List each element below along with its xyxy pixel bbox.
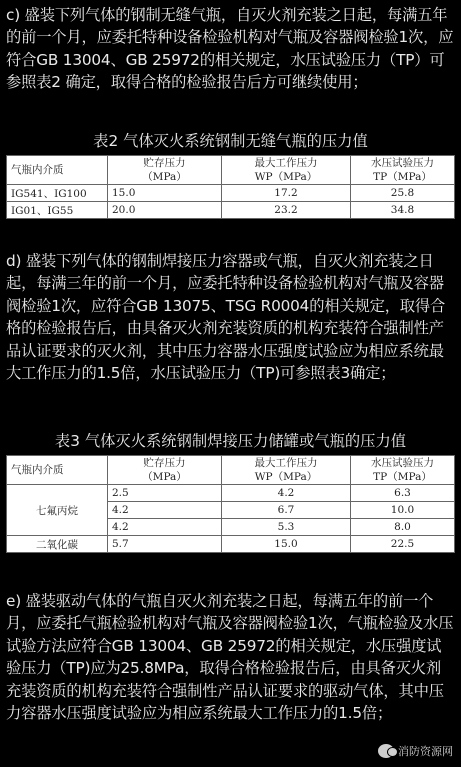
paragraph-e: e) 盛装驱动气体的气瓶自灭火剂充装之日起，每满五年的前一个月，应委托气瓶检验机构对气瓶及容器阀检验1次，气瓶检验及水压试验方法应符合GB 13004、GB 25972的相关规定，水压强度试验压力（TP)应为25.8MPa，取得合格检验报告后，由具备灭火剂充装资质的机构充装符合强制性产品认证要求的驱动气体，其中压力容器水压强度试验应为相应系统最大工作压力的1.5倍； — [6, 592, 454, 723]
header-cell — [351, 156, 455, 185]
table-cell: 4.2 — [108, 502, 222, 519]
header-cell — [222, 156, 351, 185]
table-cell: 二氧化碳 — [7, 536, 108, 553]
table-cell: 17.2 — [222, 185, 351, 202]
table-cell: 15.0 — [108, 185, 222, 202]
table-cell: 5.7 — [108, 536, 222, 553]
table-cell: 20.0 — [108, 202, 222, 219]
header-cell — [108, 156, 222, 185]
table-row — [7, 185, 455, 202]
table-cell: 5.3 — [222, 519, 351, 536]
table-cell: 15.0 — [222, 536, 351, 553]
table-cell: 4.2 — [222, 485, 351, 502]
table-header-row — [7, 456, 455, 485]
header-text: 贮存压力 — [143, 457, 186, 469]
header-text: 最大工作压力 — [254, 157, 318, 169]
table-cell: 25.8 — [351, 185, 455, 202]
table3-caption: 表3 气体灭火系统钢制焊接压力储罐或气瓶的压力值 — [54, 432, 407, 450]
watermark — [378, 743, 453, 759]
table2 — [6, 155, 455, 219]
table-row — [7, 485, 455, 502]
header-text: 贮存压力 — [143, 157, 186, 169]
header-unit: WP（MPa） — [254, 171, 318, 183]
table-cell: IG01、IG55 — [7, 202, 108, 219]
header-unit: （MPa） — [142, 471, 187, 483]
group-label-cell: 七氟丙烷 — [7, 485, 108, 536]
header-cell: 气瓶内介质 — [7, 456, 108, 485]
table-cell: IG541、IG100 — [7, 185, 108, 202]
header-unit: TP（MPa） — [373, 471, 432, 483]
table-row — [7, 536, 455, 553]
header-unit: WP（MPa） — [254, 471, 318, 483]
table-cell: 6.7 — [222, 502, 351, 519]
wechat-icon — [378, 744, 394, 758]
table-cell: 10.0 — [351, 502, 455, 519]
table-row — [7, 202, 455, 219]
table-cell: 4.2 — [108, 519, 222, 536]
header-unit: （MPa） — [142, 171, 187, 183]
header-text: 水压试验压力 — [371, 157, 434, 169]
paragraph-d: d) 盛装下列气体的钢制焊接压力容器或气瓶，自灭火剂充装之日起，每满三年的前一个月，应委托特种设备检验机构对气瓶及容器阀检验1次，应符合GB 13075、TSG R0004的相关规定，取得合格的检验报告后，由具备灭火剂充装资质的机构充装符合强制性产品认证要求的灭火剂，其中压力容器水压强度试验应为相应系统最大工作压力的1.5倍，水压试验压力（TP)可参照表3确定； — [6, 252, 446, 383]
table-cell: 22.5 — [351, 536, 455, 553]
header-cell: 气瓶内介质 — [7, 156, 108, 185]
header-cell — [108, 456, 222, 485]
table-cell: 34.8 — [351, 202, 455, 219]
table2-caption: 表2 气体灭火系统钢制无缝气瓶的压力值 — [93, 132, 368, 150]
header-cell — [222, 456, 351, 485]
paragraph-c: c) 盛装下列气体的钢制无缝气瓶，自灭火剂充装之日起，每满五年的前一个月，应委托特种设备检验机构对气瓶及容器阀检验1次，应符合GB 13004、GB 25972的相关规定，水压试验压力（TP）可参照表2 确定，取得合格的检验报告后方可继续使用； — [6, 6, 454, 92]
table-cell: 6.3 — [351, 485, 455, 502]
header-cell — [351, 456, 455, 485]
table-cell: 23.2 — [222, 202, 351, 219]
table-cell: 8.0 — [351, 519, 455, 536]
header-unit: TP（MPa） — [373, 171, 432, 183]
table3 — [6, 455, 455, 553]
table-cell: 2.5 — [108, 485, 222, 502]
table-header-row — [7, 156, 455, 185]
header-text: 最大工作压力 — [254, 457, 318, 469]
header-text: 水压试验压力 — [371, 457, 434, 469]
watermark-text: 消防资源网 — [398, 745, 453, 758]
